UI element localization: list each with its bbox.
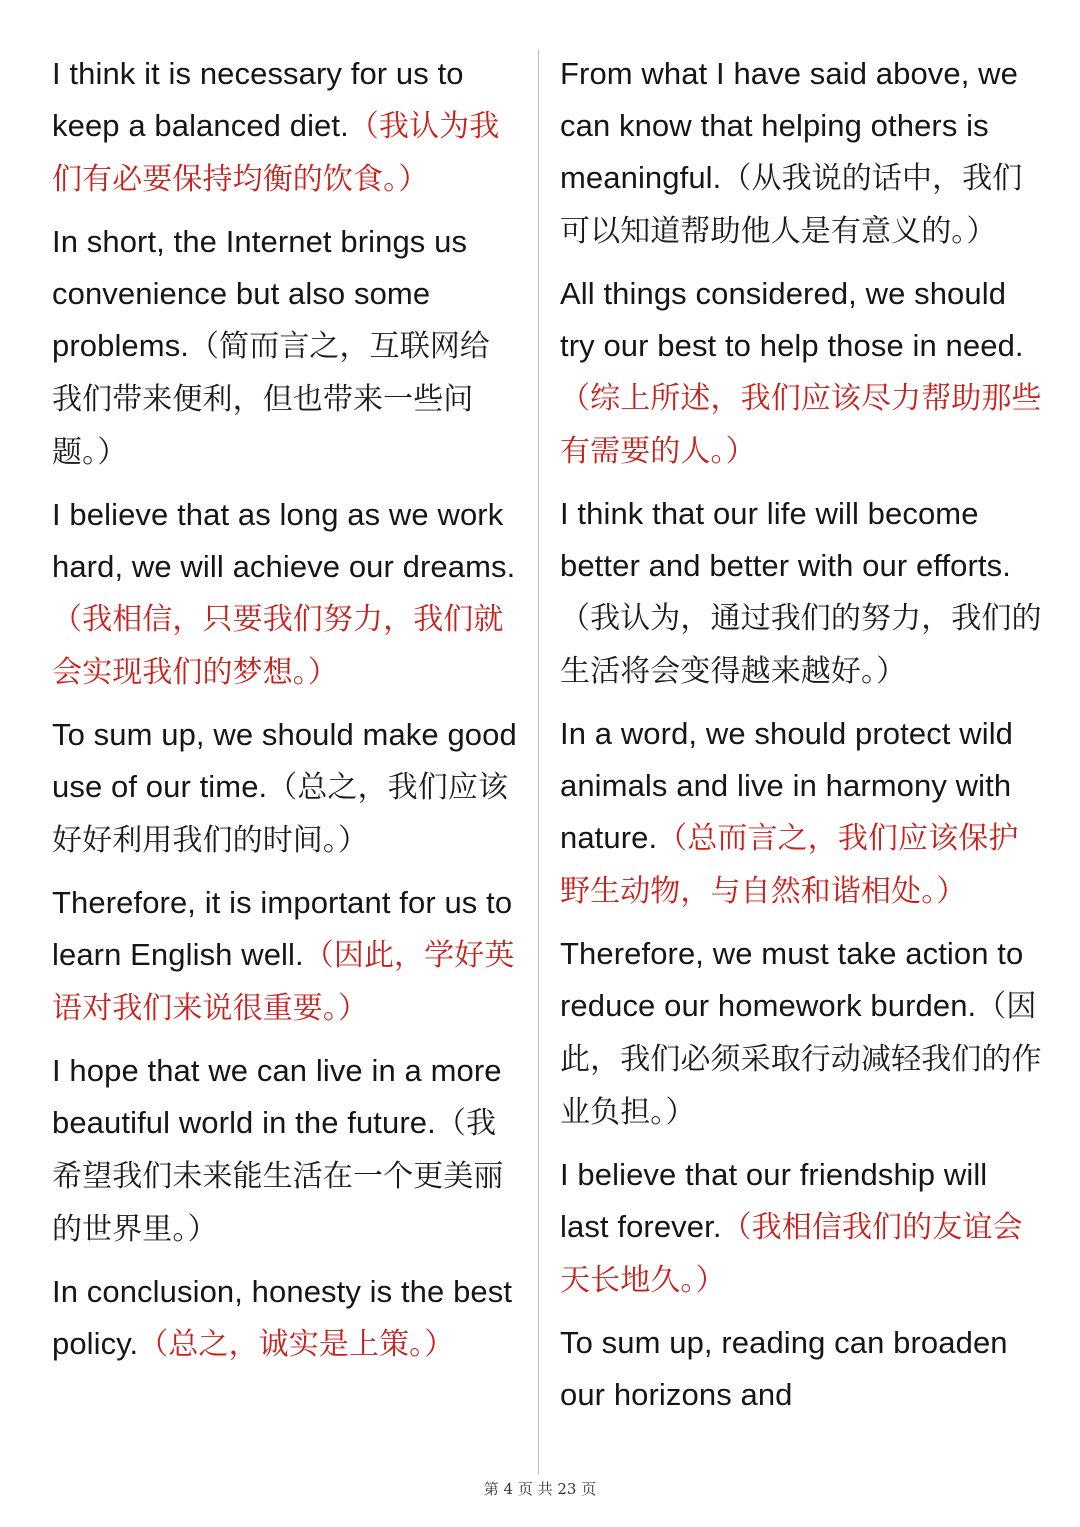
page-footer: 第 4 页 共 23 页 <box>483 1480 597 1498</box>
sentence-entry <box>560 708 1044 918</box>
sentence-entry <box>560 48 1044 258</box>
english-sentence: To sum up, we should make good use of our time. <box>52 717 517 804</box>
sentence-entry <box>52 216 520 479</box>
english-sentence: I think that our life will become better and better with our efforts. <box>560 496 1011 583</box>
sentence-entry <box>560 1317 1044 1421</box>
sentence-entry <box>560 268 1044 478</box>
chinese-translation: （总而言之，我们应该保护野生动物，与自然和谐相处。） <box>560 821 1019 909</box>
chinese-translation: （从我说的话中，我们可以知道帮助他人是有意义的。） <box>560 161 1023 249</box>
sentence-entry <box>52 1266 520 1371</box>
chinese-translation: （我相信我们的友谊会天长地久。） <box>560 1210 1023 1298</box>
english-sentence: I believe that our friendship will last forever. <box>560 1157 988 1244</box>
chinese-translation: （我认为我们有必要保持均衡的饮食。） <box>52 109 500 197</box>
sentence-entry <box>560 488 1044 698</box>
chinese-translation: （简而言之，互联网给我们带来便利，但也带来一些问题。） <box>52 329 491 470</box>
sentence-entry <box>52 709 520 867</box>
english-sentence: From what I have said above, we can know that helping others is meaningful. <box>560 56 1018 195</box>
sentence-entry <box>52 48 520 206</box>
english-sentence: In conclusion, honesty is the best policy. <box>52 1274 513 1361</box>
chinese-translation: （因此，学好英语对我们来说很重要。） <box>52 938 515 1026</box>
english-sentence: Therefore, it is important for us to learn English well. <box>52 885 513 972</box>
chinese-translation: （综上所述，我们应该尽力帮助那些有需要的人。） <box>560 381 1042 469</box>
english-sentence: To sum up, reading can broaden our horizons and <box>560 1325 1008 1412</box>
english-sentence: All things considered, we should try our best to help those in need. <box>560 276 1024 363</box>
english-sentence: In a word, we should protect wild animals and live in harmony with nature. <box>560 716 1014 855</box>
chinese-translation: （总之，我们应该好好利用我们的时间。） <box>52 770 509 858</box>
sentence-entry <box>52 877 520 1035</box>
right-column <box>560 48 1044 1431</box>
chinese-translation: （因此，我们必须采取行动减轻我们的作业负担。） <box>560 989 1042 1130</box>
chinese-translation: （我认为，通过我们的努力，我们的生活将会变得越来越好。） <box>560 601 1042 689</box>
chinese-translation: （我希望我们未来能生活在一个更美丽的世界里。） <box>52 1106 504 1247</box>
english-sentence: In short, the Internet brings us convenience but also some problems. <box>52 224 468 363</box>
english-sentence: I hope that we can live in a more beautiful world in the future. <box>52 1053 502 1140</box>
sentence-entry <box>560 1149 1044 1307</box>
sentence-entry <box>52 1045 520 1256</box>
sentence-entry <box>52 489 520 699</box>
english-sentence: I think it is necessary for us to keep a balanced diet. <box>52 56 464 143</box>
left-column <box>52 48 520 1381</box>
chinese-translation: （我相信，只要我们努力，我们就会实现我们的梦想。） <box>52 602 504 690</box>
english-sentence: I believe that as long as we work hard, we will achieve our dreams. <box>52 497 516 584</box>
chinese-translation: （总之，诚实是上策。） <box>138 1327 455 1362</box>
column-divider <box>538 50 539 1475</box>
english-sentence: Therefore, we must take action to reduce our homework burden. <box>560 936 1024 1023</box>
sentence-entry <box>560 928 1044 1139</box>
